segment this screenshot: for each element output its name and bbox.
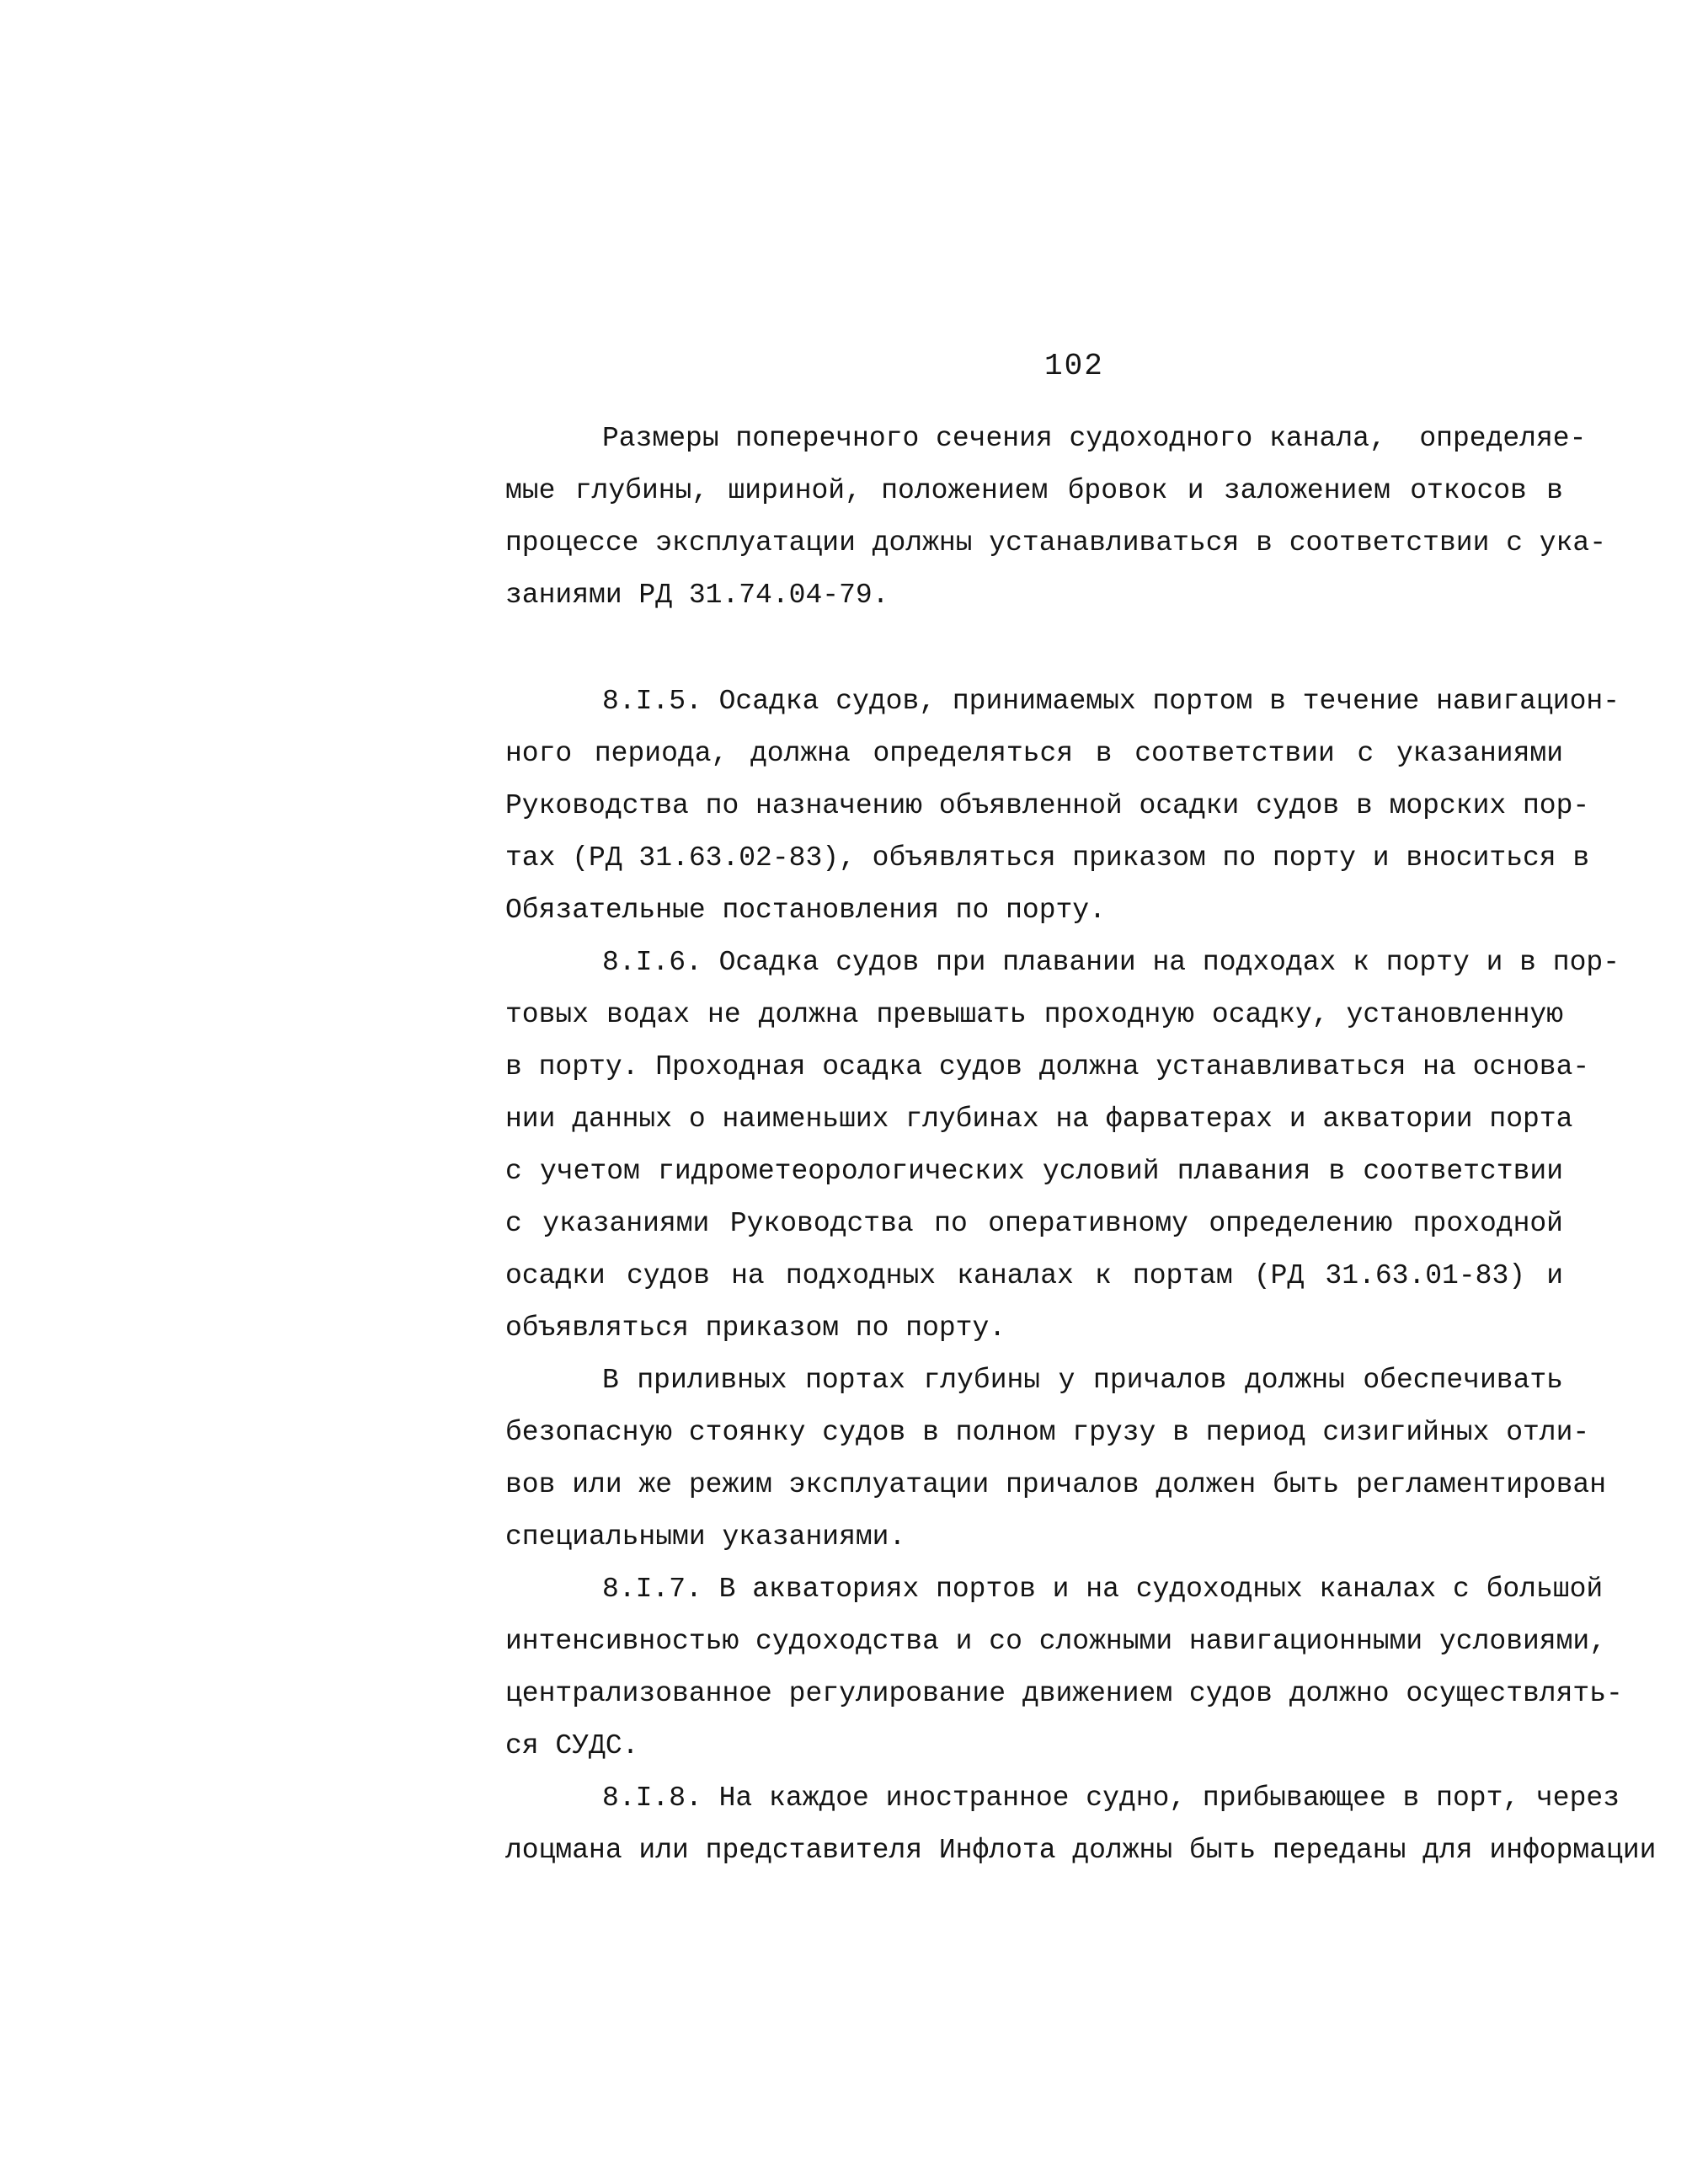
paragraph-8-1-6 [505,937,1620,1355]
text-line: товых водах не должна превышать проходную осадку, установленную [505,999,1563,1030]
text-line: нии данных о наименьших глубинах на фарватерах и акватории порта [505,1104,1573,1135]
paragraph-gap [505,622,1600,676]
text-line: В приливных портах глубины у причалов должны обеспечивать [602,1365,1563,1396]
text-line: Размеры поперечного сечения судоходного канала, определяе- [602,423,1587,454]
text-line: 8.I.7. В акваториях портов и на судоходных каналах с большой [602,1574,1604,1605]
text-line: вов или же режим эксплуатации причалов должен быть регламентирован [505,1469,1607,1500]
text-line: 8.I.5. Осадка судов, принимаемых портом в течение навигацион- [602,686,1620,717]
text-line: ся СУДС. [505,1730,639,1761]
text-line: тах (РД 31.63.02-83), объявляться приказом по порту и вноситься в [505,842,1590,874]
paragraph-8-1-8 [505,1772,1657,1877]
paragraph-channel-dimensions [505,413,1607,622]
text-line: процессе эксплуатации должны устанавливаться в соответствии с ука- [505,527,1607,559]
text-line: безопасную стоянку судов в полном грузу в период сизигийных отли- [505,1417,1590,1448]
text-line: Обязательные постановления по порту. [505,895,1106,926]
page-number: 102 [1044,349,1104,383]
text-line: объявляться приказом по порту. [505,1312,1006,1344]
paragraph-8-1-5 [505,676,1620,937]
text-line: интенсивностью судоходства и со сложными навигационными условиями, [505,1626,1607,1657]
text-line: 8.I.6. Осадка судов при плавании на подходах к порту и в пор- [602,947,1620,978]
text-line: с указаниями Руководства по оперативному определению проходной [505,1208,1563,1239]
text-line: лоцмана или представителя Инфлота должны быть переданы для информации [505,1835,1657,1866]
text-line: мые глубины, шириной, положением бровок и заложением откосов в [505,475,1563,506]
text-line: в порту. Проходная осадка судов должна устанавливаться на основа- [505,1051,1590,1082]
text-line: осадки судов на подходных каналах к портам (РД 31.63.01-83) и [505,1260,1563,1291]
text-line: централизованное регулирование движением судов должно осуществлять- [505,1678,1623,1709]
document-body [505,413,1657,1877]
paragraph-8-1-7 [505,1563,1623,1772]
text-line: 8.I.8. На каждое иностранное судно, прибывающее в порт, через [602,1782,1620,1814]
text-line: Руководства по назначению объявленной осадки судов в морских пор- [505,790,1590,821]
text-line: с учетом гидрометеорологических условий плавания в соответствии [505,1156,1563,1187]
text-line: заниями РД 31.74.04-79. [505,580,889,611]
text-line: специальными указаниями. [505,1521,906,1553]
text-line: ного периода, должна определяться в соответствии с указаниями [505,738,1563,769]
paragraph-tidal-ports [505,1355,1607,1563]
